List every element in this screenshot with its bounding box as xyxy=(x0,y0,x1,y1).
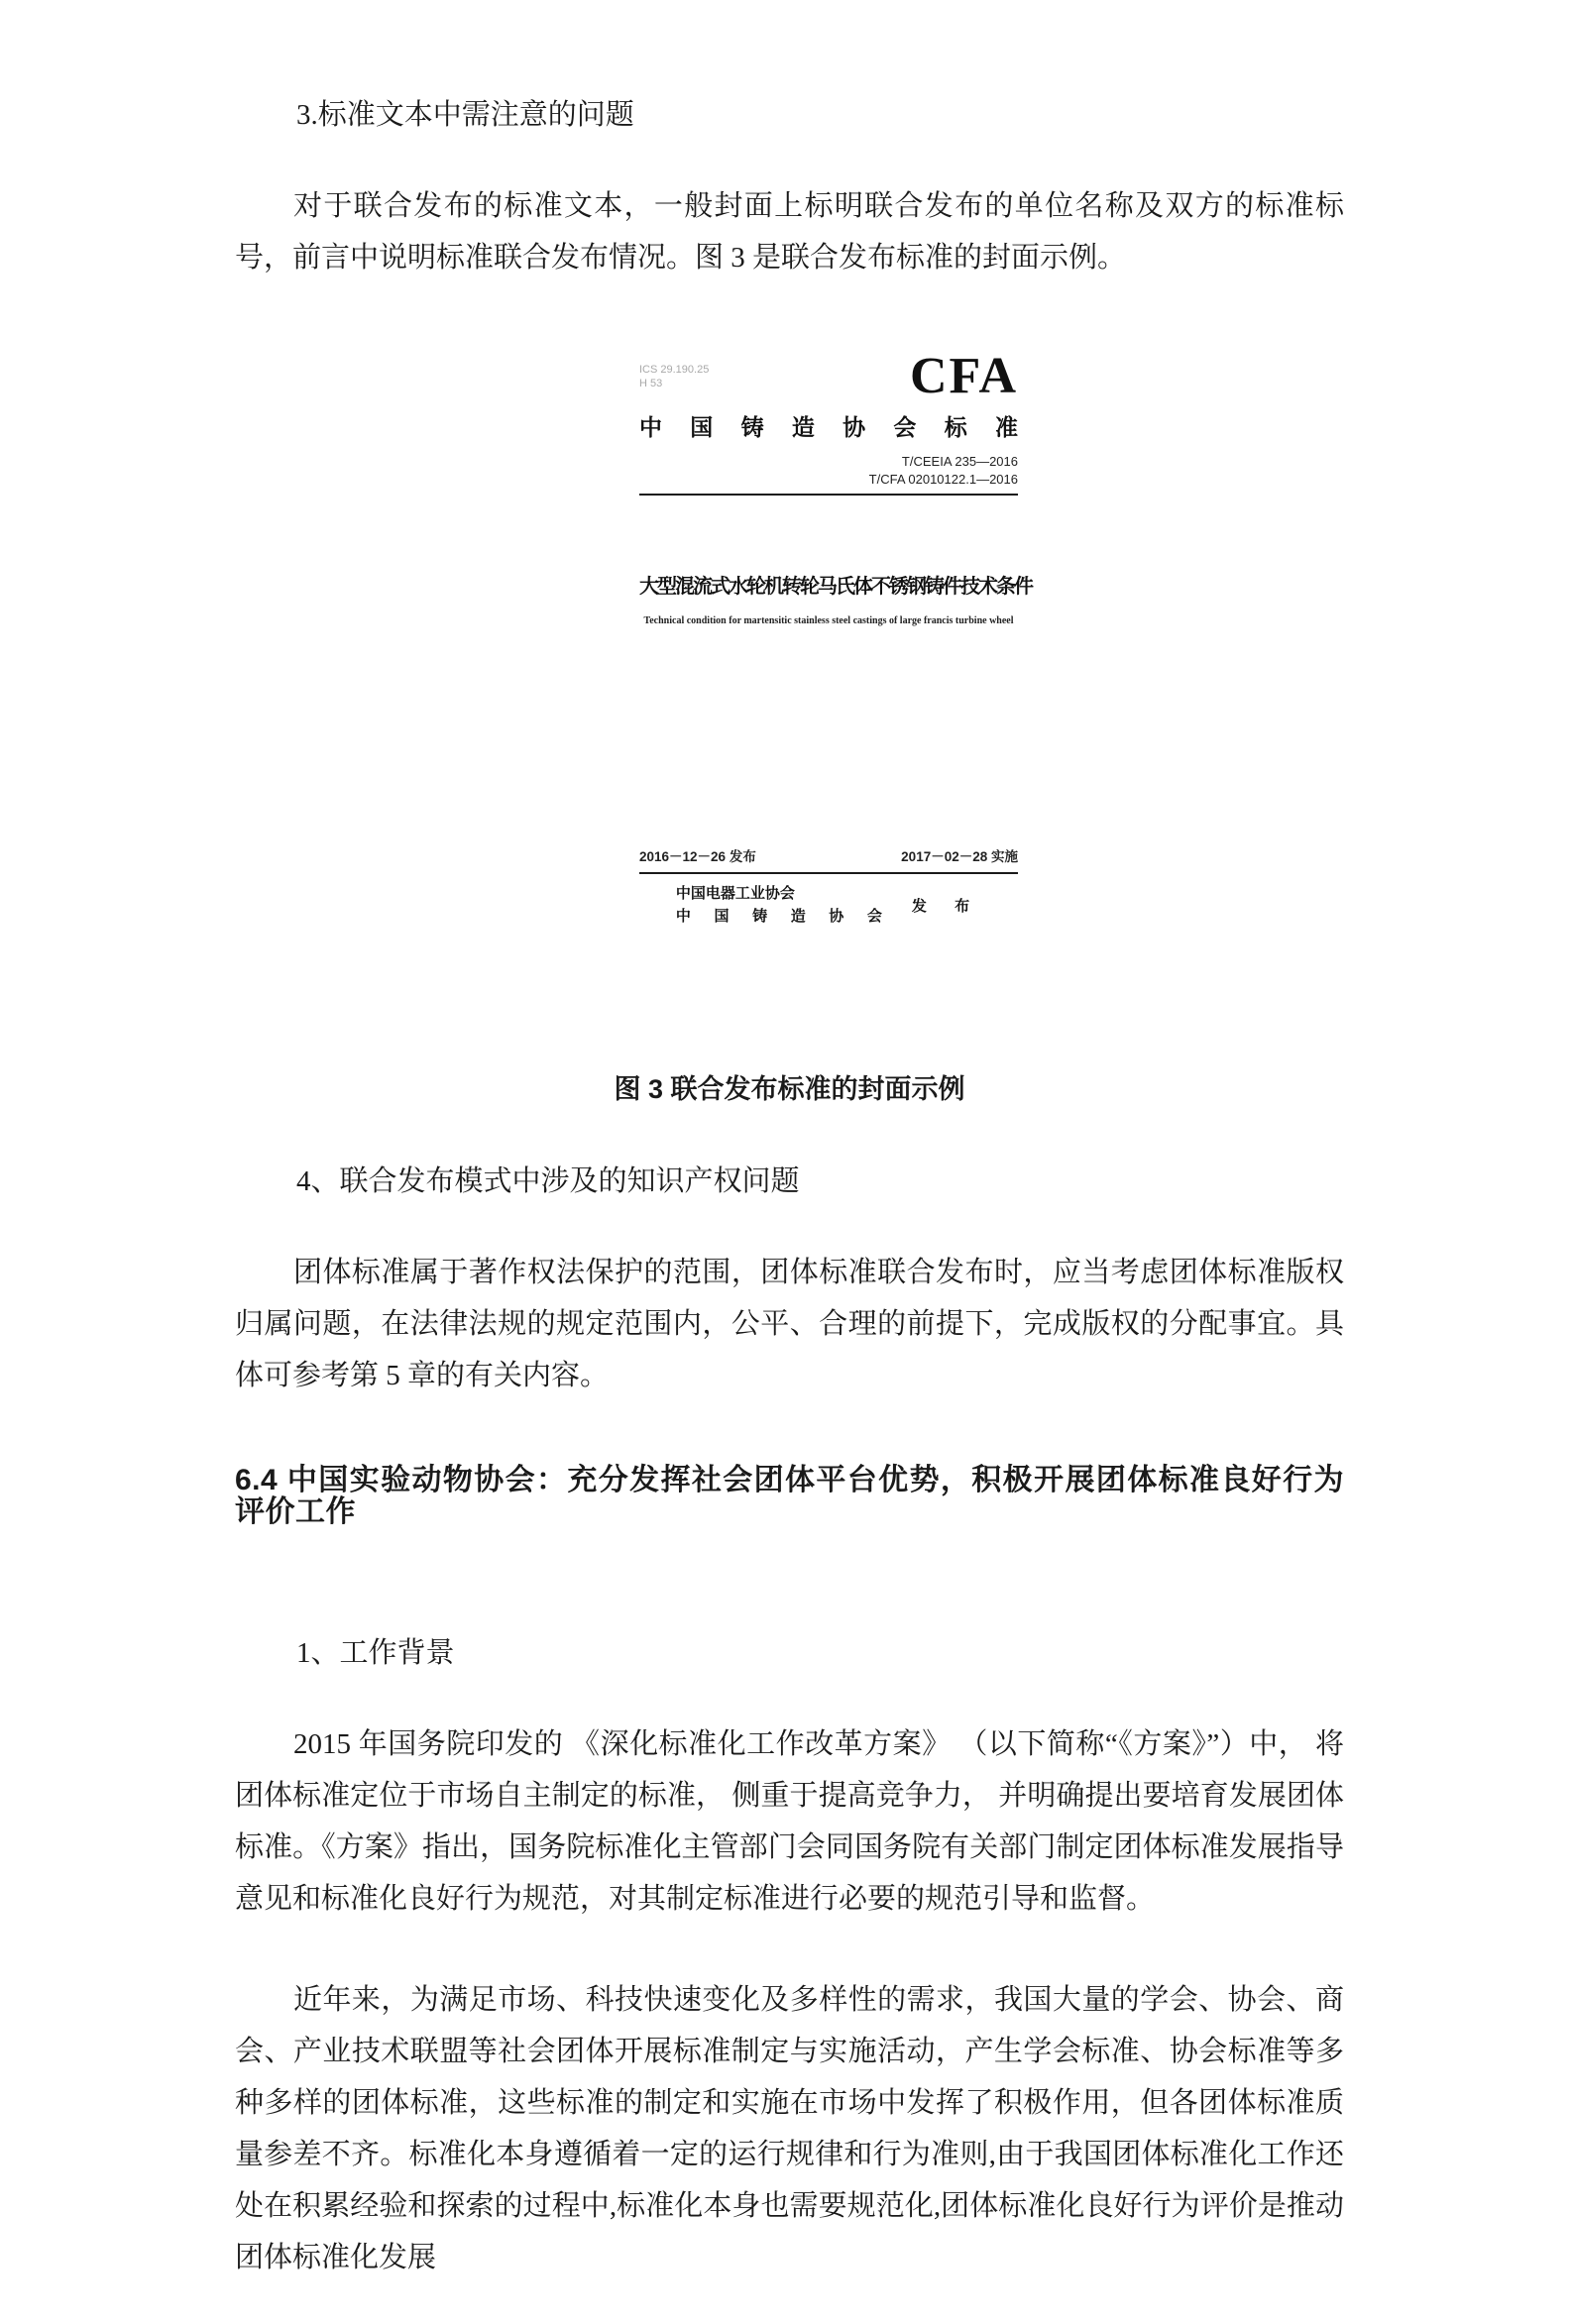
cover-title-en: Technical condition for martensitic stainless steel castings of large francis turbine wheel xyxy=(643,615,1014,626)
section3-paragraph: 对于联合发布的标准文本，一般封面上标明联合发布的单位名称及双方的标准标号，前言中说明标准联合发布情况。图 3 是联合发布标准的封面示例。 xyxy=(235,190,1344,274)
cover-dates-row xyxy=(639,847,1018,867)
section4-paragraph: 团体标准属于著作权法保护的范围，团体标准联合发布时，应当考虑团体标准版权归属问题，在法律法规的规定范围内，公平、合理的前提下，完成版权的分配事宜。具体可参考第 5 章的有关内容。 xyxy=(235,1257,1344,1391)
section4-heading: 4、联合发布模式中涉及的知识产权问题 xyxy=(296,1165,800,1197)
cover-publishers xyxy=(639,882,1018,928)
standard-number-1: T/CEEIA 235—2016 xyxy=(901,454,1018,469)
ics-code-line2: H 53 xyxy=(639,378,663,389)
standard-number-2: T/CFA 02010122.1—2016 xyxy=(868,472,1018,487)
cfa-logo: CFA xyxy=(909,348,1018,404)
implementation-date: 2017－02－28 实施 xyxy=(901,849,1018,864)
cover-top-rule xyxy=(639,494,1018,496)
publisher-1: 中国电器工业协会 xyxy=(675,885,795,902)
cover-bottom-rule xyxy=(639,872,1018,874)
issue-date: 2016－12－26 发布 xyxy=(639,849,756,864)
section64-sub1-heading: 1、工作背景 xyxy=(296,1637,455,1669)
figure3-standard-cover-image xyxy=(639,348,1032,928)
figure3-caption: 图 3 联合发布标准的封面示例 xyxy=(614,1074,965,1104)
publisher-2: 中国铸造协会 xyxy=(675,908,882,925)
ics-code-line1: ICS 29.190.25 xyxy=(639,364,710,376)
cover-header-row xyxy=(639,348,1018,404)
section3-heading: 3.标准文本中需注意的问题 xyxy=(296,99,634,131)
section64-heading: 6.4 中国实验动物协会：充分发挥社会团体平台优势，积极开展团体标准良好行为评价工作 xyxy=(235,1464,1344,1528)
cover-org-title: 中国铸造协会标准 xyxy=(639,414,1018,440)
ics-classification-code xyxy=(639,363,709,390)
publish-label: 发 布 xyxy=(911,897,982,915)
document-page xyxy=(0,99,1573,2324)
standard-numbers xyxy=(639,453,1018,489)
section64-paragraph1: 2015 年国务院印发的 《深化标准化工作改革方案》 （以下简称“《方案》”）中， 将团体标准定位于市场自主制定的标准， 侧重于提高竞争力， 并明确提出要培育发展团体标准。《方案》指出，国务院标准化主管部门会同国务院有关部门制定团体标准发展指导意见和标准化良好行为规范，对其制定标准进行必要的规范引导和监督。 xyxy=(235,1728,1344,1915)
cover-title-zh: 大型混流式水轮机转轮马氏体不锈钢铸件技术条件 xyxy=(639,576,1032,598)
publisher-names xyxy=(676,882,882,928)
section64-paragraph2: 近年来，为满足市场、科技快速变化及多样性的需求，我国大量的学会、协会、商会、产业技术联盟等社会团体开展标准制定与实施活动，产生学会标准、协会标准等多种多样的团体标准，这些标准的制定和实施在市场中发挥了积极作用，但各团体标准质量参差不齐。标准化本身遵循着一定的运行规律和行为准则,由于我国团体标准化工作还处在积累经验和探索的过程中,标准化本身也需要规范化,团体标准化良好行为评价是推动团体标准化发展 xyxy=(235,1984,1344,2273)
